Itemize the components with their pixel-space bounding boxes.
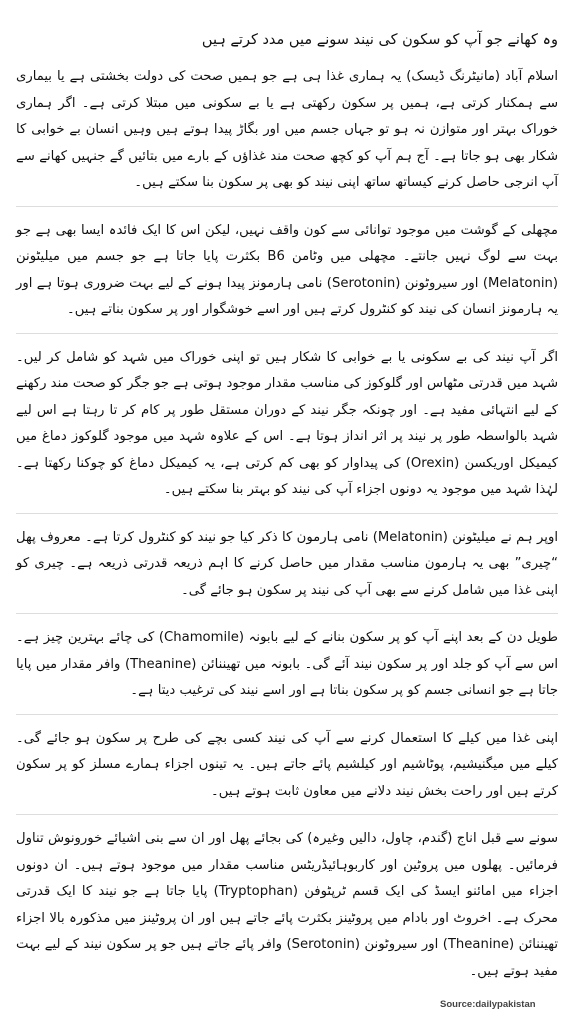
paragraph-honey: اگر آپ نیند کی بے سکونی یا بے خوابی کا شکار ہیں تو اپنی خوراک میں شہد کو شامل کر لیں۔ شہد میں قدرتی مٹھاس اور گلوکوز کی مناسب مقدار موجود ہوتی ہے جو جگر کو صحت مند رکھنے کے لیے انتہائی مفید ہے۔ اور چونکہ جگر نیند کے دوران مستقل طور پر کام کر تا رہتا ہے اس لیے شہد بالواسطہ طور پر نیند پر اثر انداز ہوتا ہے۔ اس کے علاوہ شہد میں موجود گلوکوز دماغ میں کیمیکل اوریکسن (Orexin) کی پیداوار کو بھی کم کرتی ہے، یہ کیمیکل دماغ کو چوکنا رکھتا ہے۔ لہٰذا شہد میں موجود یہ دونوں اجزاء آپ کی نیند کو بہتر بنا سکتے ہیں۔ bbox=[16, 345, 558, 514]
paragraph-chamomile: طویل دن کے بعد اپنے آپ کو پر سکون بنانے کے لیے بابونہ (Chamomile) کی چائے بہترین چیز ہے۔ اس سے آپ کو جلد اور پر سکون نیند آئے گی۔ بابونہ میں تھیننائن (Theanine) وافر مقدار میں پایا جاتا ہے جو انسانی جسم کو پر سکون بناتا ہے اور اسے نیند کی ترغیب دیتا ہے۔ bbox=[16, 625, 558, 715]
article-title: وہ کھانے جو آپ کو سکون کی نیند سونے میں مدد کرتے ہیں bbox=[201, 32, 558, 48]
paragraph-fruits-nuts: سونے سے قبل اناج (گندم، چاول، دالیں وغیرہ) کی بجائے پھل اور ان سے بنی اشیائے خورونوش تناول فرمائیں۔ پھلوں میں پروٹین اور کاربوہائیڈریٹس مناسب مقدار میں موجود ہوتے ہیں۔ ان دونوں اجزاء میں امائنو ایسڈ کی ایک قسم ٹرپٹوفن (Tryptophan) پایا جاتا ہے جو نیند کا ایک قدرتی محرک ہے۔ اخروٹ اور بادام میں پروٹینز بکثرت پائے جاتے ہیں اور ان پروٹینز میں مذکورہ بالا اجزاء تھیننائن (Theanine) اور سیروٹونن (Serotonin) وافر پائے جاتے ہیں جو پر سکون نیند کے لیے بہت مفید ہوتے ہیں۔ bbox=[16, 831, 558, 979]
paragraph-cherry: اوپر ہم نے میلیٹونن (Melatonin) نامی ہارمون کا ذکر کیا جو نیند کو کنٹرول کرتا ہے۔ معروف پھل “چیری” بھی یہ ہارمون مناسب مقدار میں حاصل کرنے کا اہم ذریعہ قدرتی ذریعہ ہے۔ چیری کو اپنی غذا میں شامل کرنے سے بھی آپ کی نیند پر سکون ہو جائے گی۔ bbox=[16, 525, 558, 615]
source-credit: Source:dailypakistan bbox=[440, 999, 536, 1010]
paragraph-fish: مچھلی کے گوشت میں موجود توانائی سے کون واقف نہیں، لیکن اس کا ایک فائدہ ایسا بھی ہے جو بہت سے لوگ نہیں جانتے۔ مچھلی میں وٹامن B6 بکثرت پایا جاتا ہے جو جسم میں میلیٹونن (Melatonin) اور سیروٹونن (Serotonin) نامی ہارمونز پیدا ہونے کے لیے بہت ضروری ہوتا ہے اور یہ ہارمونز انسان کی نیند کو کنٹرول کرتے ہیں اور اسے خوشگوار اور پر سکون بناتے ہیں۔ bbox=[16, 218, 558, 334]
paragraph-banana: اپنی غذا میں کیلے کا استعمال کرنے سے آپ کی نیند کسی بچے کی طرح پر سکون ہو جائے گی۔ کیلے میں میگنیشیم، پوٹاشیم اور کیلشیم پائے جاتے ہیں۔ یہ تینوں اجزاء ہمارے مسلز کو پر سکون کرتے ہیں اور راحت بخش نیند دلانے میں معاون ثابت ہوتے ہیں۔ bbox=[16, 726, 558, 816]
paragraph-intro: اسلام آباد (مانیٹرنگ ڈیسک) یہ ہماری غذا ہی ہے جو ہمیں صحت کی دولت بخشتی ہے یا بیماری سے ہمکنار کرتی ہے، ہمیں پر سکون رکھتی ہے یا بے سکونی میں مبتلا کرتی ہے۔ اگر ہماری خوراک بہتر اور متوازن نہ ہو تو جہاں جسم میں اور بگاڑ پیدا ہوتے ہیں وہیں انسان بے خوابی کا شکار بھی ہو جاتا ہے۔ آج ہم آپ کو کچھ صحت مند غذاؤں کے بارے میں بتائیں گے جنہیں کھانے سے آپ انرجی حاصل کرنے کیساتھ ساتھ اپنی نیند کو بھی پر سکون بنا سکتے ہیں۔ bbox=[16, 64, 558, 207]
